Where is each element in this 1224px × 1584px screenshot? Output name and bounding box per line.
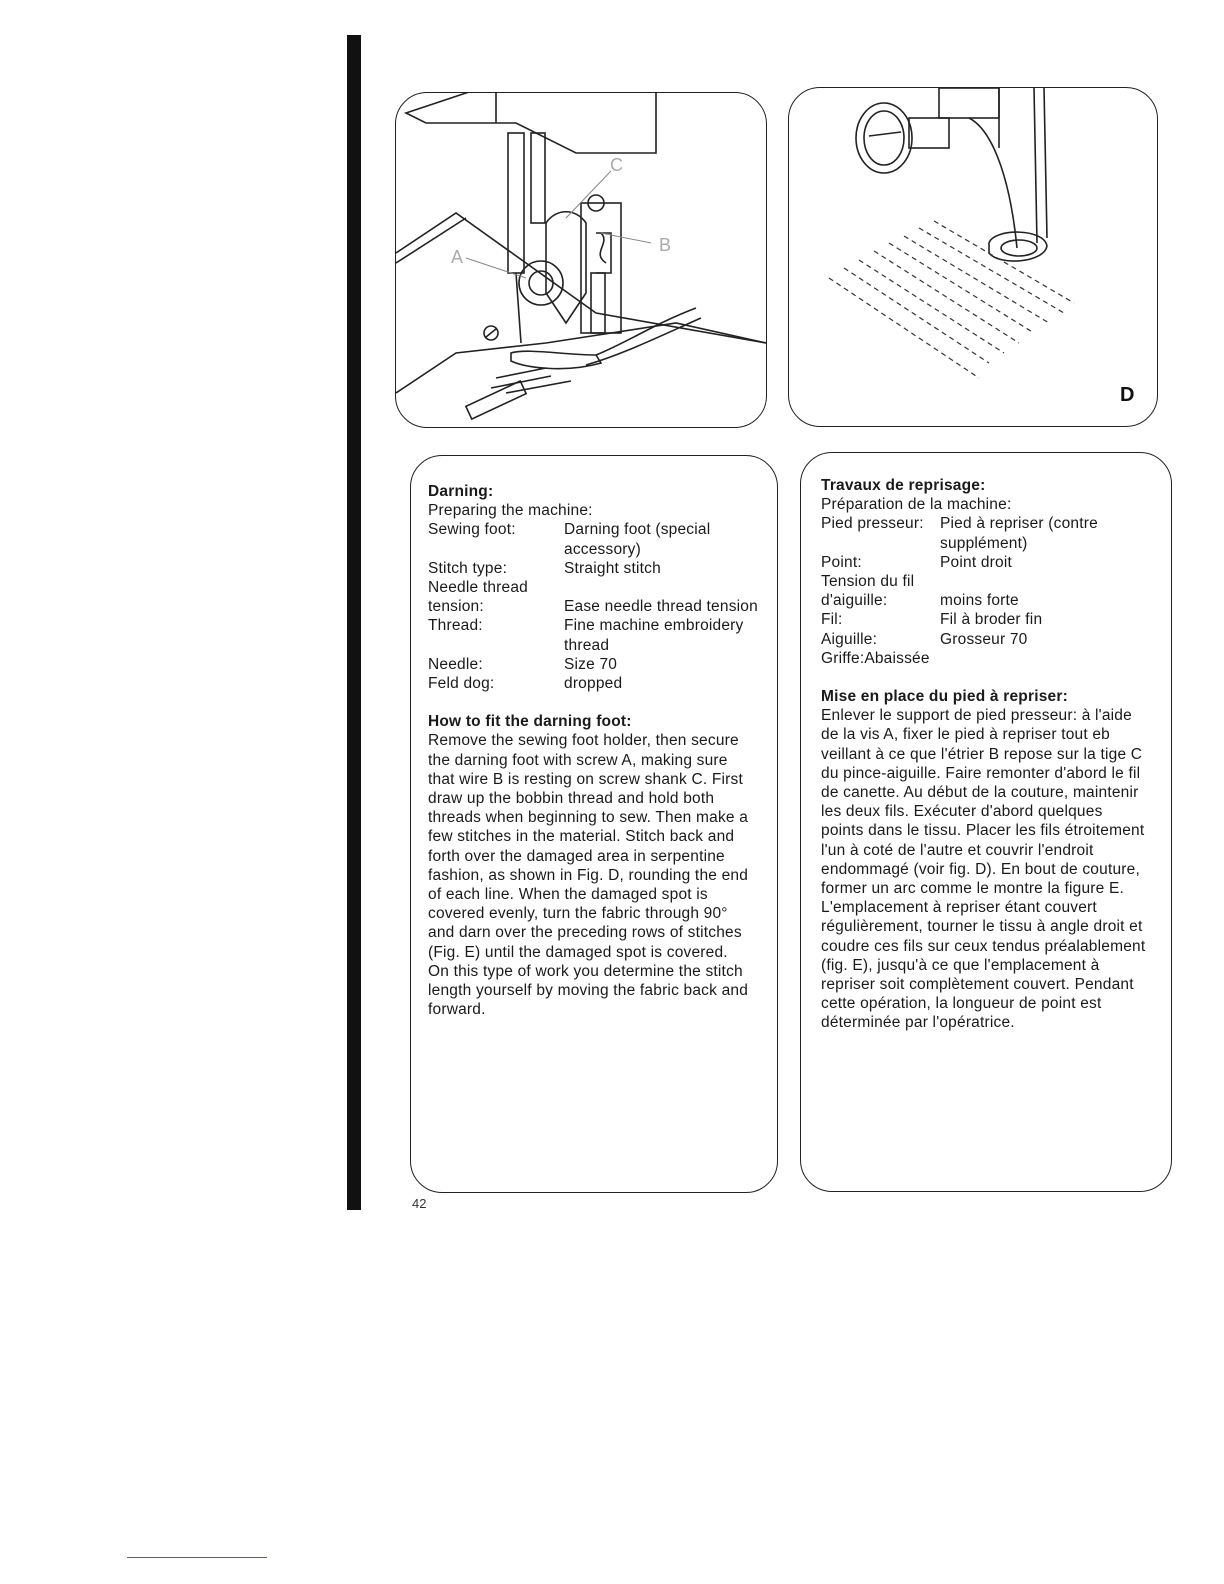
spec-row (428, 578, 763, 616)
spec-value: Fine machine embroidery thread (564, 617, 744, 654)
spec-label: Needle: (428, 655, 483, 673)
french-title: Travaux de reprisage: (821, 477, 986, 494)
spec-row (428, 520, 763, 558)
english-subtitle: Preparing the machine: (428, 502, 593, 520)
spec-row (821, 572, 1156, 610)
darning-stitch-illustration (789, 88, 1157, 426)
spec-label: Aiguille: (821, 630, 878, 648)
footer-rule (127, 1557, 267, 1558)
spec-value: Ease needle thread tension (564, 598, 758, 616)
spec-row (821, 553, 1156, 572)
french-feed-dog: Griffe:Abaissée (821, 649, 930, 667)
page-number: 42 (412, 1196, 427, 1211)
spec-row (821, 514, 1156, 552)
french-subtitle: Préparation de la machine: (821, 496, 1012, 514)
french-body: Enlever le support de pied presseur: à l'aide de la vis A, fixer le pied à repriser tout eb veillant à ce que l'étrier B repose sur la tige C du pince-aiguille. Faire remonter d'abord le fil de canette. Au début de la couture, maintenir les deux fils. Exécuter d'abord quelques points dans le tissu. Placer les fils étroitement l'un à coté de l'autre et couvrir l'endroit endommagé (voir fig. D). En bout de couture, former un arc comme le montre la figure E. L'emplacement à repriser étant couvert régulièrement, tourner le tissu à angle droit et coudre ces fils sur ceux tendus préalablement (fig. E), jusqu'à ce que l'emplacement à repriser soit complètement couvert. Pendant cette opération, la longueur de point est déterminée par l'opératrice. (821, 707, 1146, 1032)
spec-row (428, 674, 763, 693)
french-fit-heading: Mise en place du pied à repriser: (821, 688, 1068, 706)
spec-label: Thread: (428, 617, 483, 635)
spec-value: Straight stitch (564, 559, 661, 577)
spec-value: Pied à repriser (contre supplément) (940, 515, 1098, 552)
figure-d-darning-pattern (788, 87, 1158, 427)
spec-label: Needle thread tension: (428, 579, 528, 616)
french-text-block (821, 476, 1156, 1033)
figure-label-d: D (1120, 384, 1135, 406)
spec-label: Stitch type: (428, 559, 508, 577)
spec-label: Tension du fil d'aiguille: (821, 573, 915, 610)
spec-row (428, 559, 763, 578)
spec-value: Size 70 (564, 655, 618, 673)
english-text-block (428, 482, 763, 1019)
spec-row (428, 616, 763, 654)
spec-label: Pied presseur: (821, 515, 924, 533)
spec-value: Point droit (940, 553, 1012, 571)
callout-a: A (451, 247, 464, 267)
english-body: Remove the sewing foot holder, then secure the darning foot with screw A, making sure that wire B is resting on screw shank C. First draw up the bobbin thread and hold both threads when beginning to sew. Then make a few stitches in the material. Stitch back and forth over the damaged area in serpentine fashion, as shown in Fig. D, rounding the end of each line. When the damaged spot is covered evenly, turn the fabric through 90° and darn over the preceding rows of stitches (Fig. E) until the damaged spot is covered. On this type of work you determine the stitch length yourself by moving the fabric back and forward. (428, 732, 749, 1019)
french-instructions-box (800, 452, 1172, 1192)
spec-row (821, 610, 1156, 629)
spec-value: dropped (564, 675, 623, 693)
spec-value: Grosseur 70 (940, 630, 1028, 648)
english-instructions-box (410, 455, 778, 1193)
spec-value: moins forte (940, 592, 1019, 610)
callout-c: C (610, 155, 623, 175)
figure-darning-foot-fitting (395, 92, 767, 428)
spec-label: Fil: (821, 611, 843, 629)
spec-value: Darning foot (special accessory) (564, 521, 711, 558)
spec-label: Point: (821, 553, 862, 571)
spec-label: Sewing foot: (428, 521, 516, 539)
english-title: Darning: (428, 483, 494, 500)
page-spine-bar (347, 35, 361, 1210)
spec-value: Fil à broder fin (940, 611, 1043, 629)
spec-label: Feld dog: (428, 675, 495, 693)
sewing-machine-illustration (396, 93, 766, 427)
spec-row (428, 655, 763, 674)
spec-row (821, 630, 1156, 649)
english-fit-heading: How to fit the darning foot: (428, 713, 632, 731)
callout-b: B (659, 235, 672, 255)
